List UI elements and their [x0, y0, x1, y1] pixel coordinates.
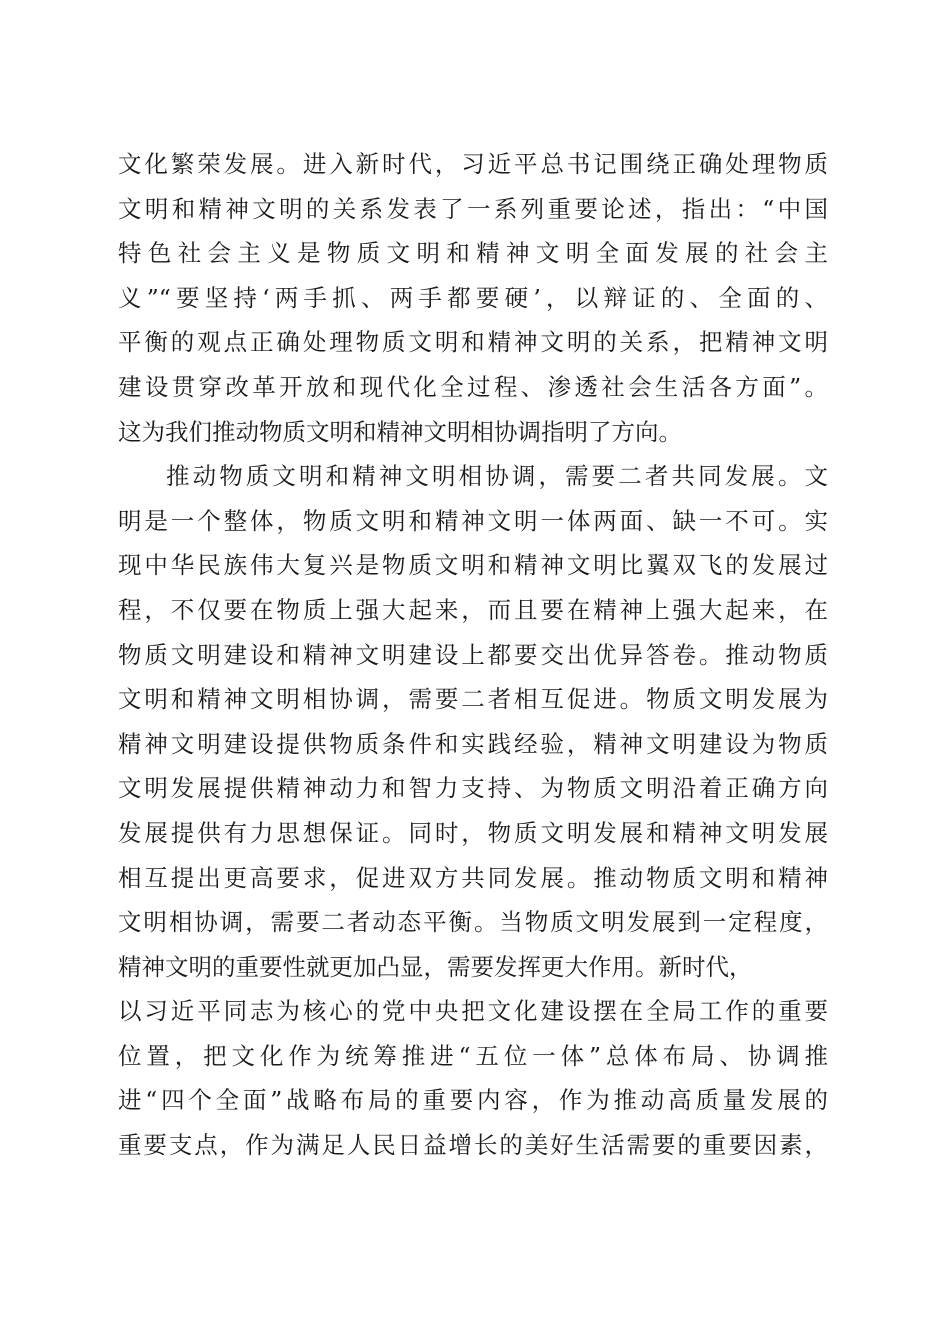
text-line: 推动物质文明和精神文明相协调，需要二者共同发展。文 [166, 462, 828, 491]
text-line: 文化繁荣发展。进入新时代，习近平总书记围绕正确处理物质 [118, 150, 828, 178]
text-line: 现中华民族伟大复兴是物质文明和精神文明比翼双飞的发展过 [118, 551, 828, 580]
text-line: 精神文明的重要性就更加凸显，需要发挥更大作用。新时代， [118, 952, 753, 981]
text-line: 位置，把文化作为统筹推进“五位一体”总体布局、协调推 [118, 1041, 828, 1070]
text-line: 重要支点，作为满足人民日益增长的美好生活需要的重要因素， [118, 1131, 828, 1160]
text-line: 文明发展提供精神动力和智力支持、为物质文明沿着正确方向 [118, 774, 828, 803]
text-line: 平衡的观点正确处理物质文明和精神文明的关系，把精神文明 [118, 328, 828, 357]
text-line: 相互提出更高要求，促进双方共同发展。推动物质文明和精神 [118, 863, 828, 892]
text-line: 义”“要坚持‘两手抓、两手都要硬’，以辩证的、全面的、 [118, 283, 828, 312]
text-line: 发展提供有力思想保证。同时，物质文明发展和精神文明发展 [118, 818, 828, 847]
text-line: 明是一个整体，物质文明和精神文明一体两面、缺一不可。实 [118, 506, 828, 535]
body-text [118, 142, 828, 1168]
text-line: 这为我们推动物质文明和精神文明相协调指明了方向。 [118, 417, 682, 446]
text-line: 以习近平同志为核心的党中央把文化建设摆在全局工作的重要 [118, 997, 828, 1026]
text-line: 物质文明建设和精神文明建设上都要交出优异答卷。推动物质 [118, 640, 828, 669]
text-line: 特色社会主义是物质文明和精神文明全面发展的社会主 [118, 239, 828, 268]
text-line: 文明相协调，需要二者动态平衡。当物质文明发展到一定程度， [118, 908, 828, 937]
text-line: 进“四个全面”战略布局的重要内容，作为推动高质量发展的 [118, 1086, 828, 1115]
text-line: 精神文明建设提供物质条件和实践经验，精神文明建设为物质 [118, 729, 828, 758]
text-line: 建设贯穿改革开放和现代化全过程、渗透社会生活各方面”。 [118, 372, 828, 401]
text-line: 文明和精神文明的关系发表了一系列重要论述，指出：“中国 [118, 194, 828, 223]
text-line: 文明和精神文明相协调，需要二者相互促进。物质文明发展为 [118, 685, 828, 714]
text-line: 程，不仅要在物质上强大起来，而且要在精神上强大起来，在 [118, 595, 828, 624]
